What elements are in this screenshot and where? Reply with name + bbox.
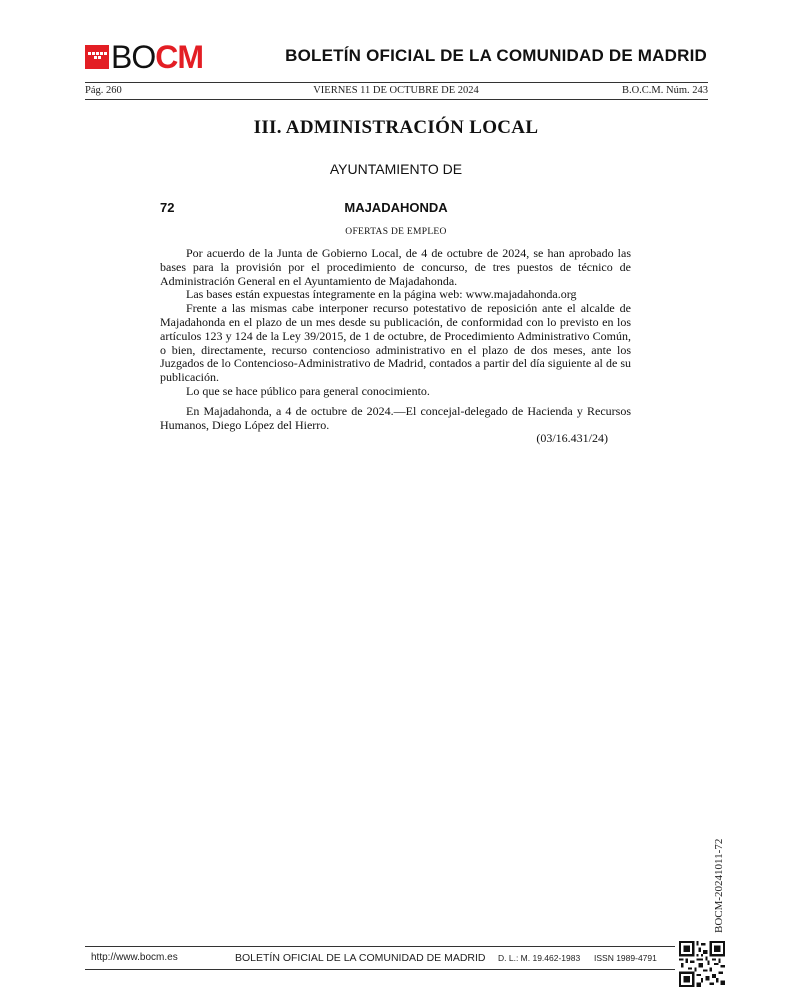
- madrid-flag-icon: [85, 45, 109, 69]
- signature-paragraph: En Majadahonda, a 4 de octubre de 2024.—El concejal-delegado de Hacienda y Recursos Humanos, Diego López del Hierro.: [160, 403, 631, 432]
- document-code: BOCM-20241011-72: [713, 838, 725, 933]
- body-paragraph: Por acuerdo de la Junta de Gobierno Local, de 4 de octubre de 2024, se han aprobado las bases para la provisión por el procedimiento de concurso, de tres puestos de técnico de Administración General en el Ayuntamiento de Majadahonda.: [160, 246, 631, 288]
- municipality-heading: MAJADAHONDA: [344, 200, 448, 215]
- announcement-body: [160, 247, 631, 432]
- body-paragraph: Lo que se hace público para general conocimiento.: [186, 383, 430, 398]
- issn: ISSN 1989-4791: [594, 953, 657, 963]
- footer: [85, 946, 675, 970]
- qr-code-icon: [679, 941, 725, 987]
- logo-text-cm: CM: [155, 39, 203, 75]
- page-number: Pág. 260: [85, 85, 122, 96]
- bulletin-title: BOLETÍN OFICIAL DE LA COMUNIDAD DE MADRID: [285, 46, 707, 65]
- announcement-type: OFERTAS DE EMPLEO: [345, 227, 447, 237]
- issue-date: VIERNES 11 DE OCTUBRE DE 2024: [313, 85, 479, 96]
- header-rule: [85, 82, 708, 83]
- footer-url-link[interactable]: http://www.bocm.es: [91, 952, 178, 963]
- footer-title: BOLETÍN OFICIAL DE LA COMUNIDAD DE MADRID: [235, 952, 486, 964]
- legal-deposit: D. L.: M. 19.462-1983: [498, 953, 581, 963]
- body-paragraph: Las bases están expuestas íntegramente en la página web: www.majadahonda.org: [186, 287, 577, 302]
- section-heading: III. ADMINISTRACIÓN LOCAL: [253, 117, 539, 138]
- bocm-logo: [85, 39, 203, 75]
- logo-text-bo: BO: [111, 39, 156, 75]
- reference-code: (03/16.431/24): [536, 431, 608, 445]
- body-paragraph: Frente a las mismas cabe interponer recurso potestativo de reposición ante el alcalde de Majadahonda en el plazo de un mes desde su publicación, de conformidad con lo previsto en los artículos 123 y 124 de la Ley 39/2015, de 1 de octubre, de Procedimiento Administrativo Común, o bien, directamente, recurso contencioso administrativo en el plazo de dos meses, ante los Juzgados de lo Contencioso-Administrativo de Madrid, contados a partir del día siguiente al de su publicación.: [160, 301, 631, 385]
- meta-rule: [85, 99, 708, 100]
- entry-number: 72: [160, 200, 175, 215]
- issue-number: B.O.C.M. Núm. 243: [621, 85, 708, 96]
- entity-heading: AYUNTAMIENTO DE: [329, 161, 463, 177]
